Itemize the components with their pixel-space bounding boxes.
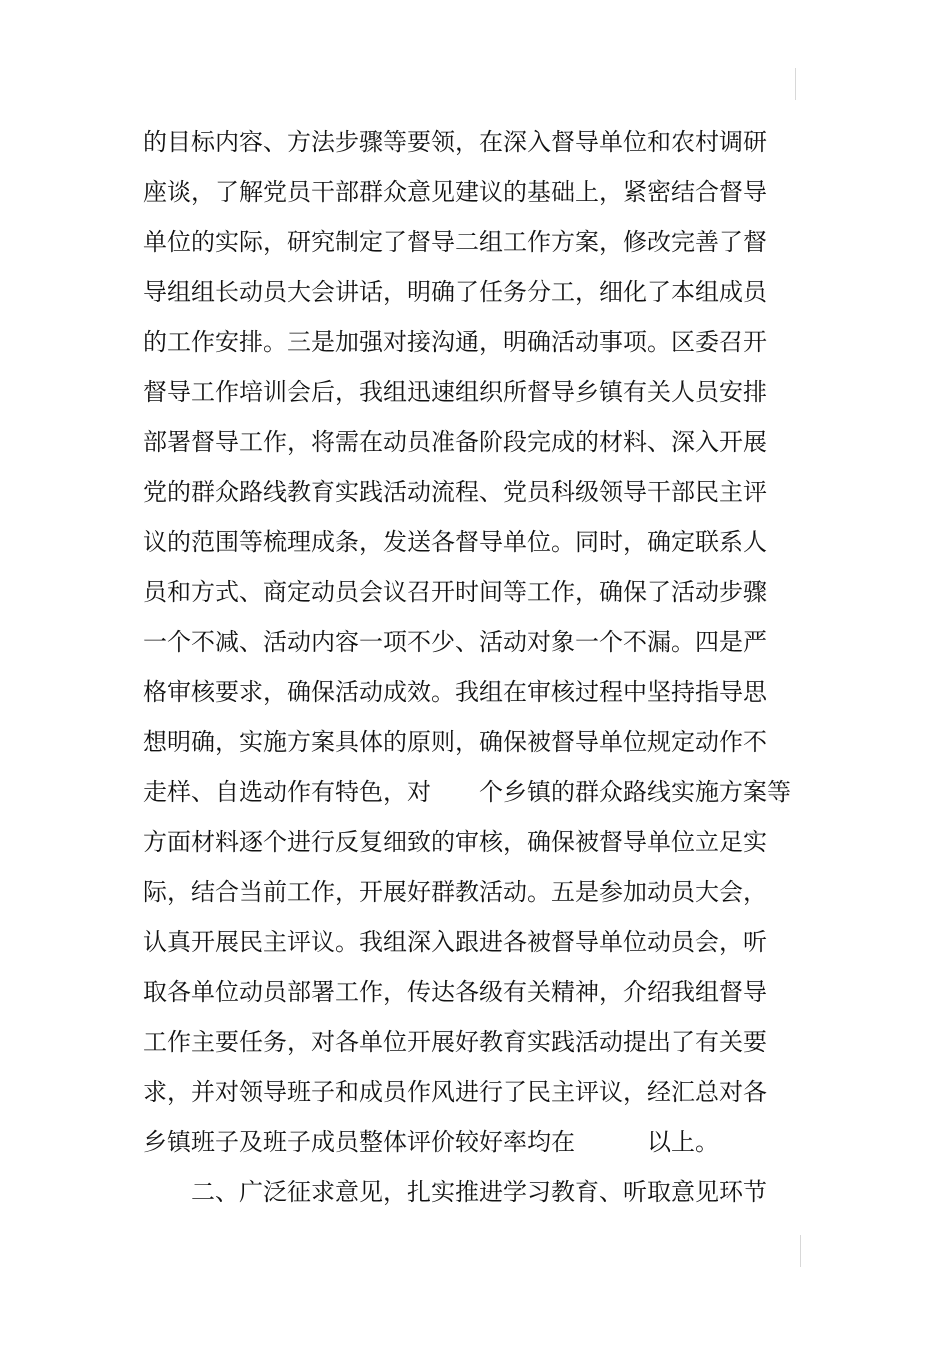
text-line: 部署督导工作，将需在动员准备阶段完成的材料、深入开展 (143, 428, 767, 456)
text-line: 单位的实际，研究制定了督导二组工作方案，修改完善了督 (143, 228, 767, 256)
text-line: 格审核要求，确保活动成效。我组在审核过程中坚持指导思 (143, 678, 767, 706)
text-line: 方面材料逐个进行反复细致的审核，确保被督导单位立足实 (143, 828, 767, 856)
text-line: 督导工作培训会后，我组迅速组织所督导乡镇有关人员安排 (143, 378, 767, 406)
text-line: 工作主要任务，对各单位开展好教育实践活动提出了有关要 (143, 1028, 767, 1056)
text-line: 想明确，实施方案具体的原则，确保被督导单位规定动作不 (143, 728, 767, 756)
text-line: 一个不减、活动内容一项不少、活动对象一个不漏。四是严 (143, 628, 767, 656)
text-line: 乡镇班子及班子成员整体评价较好率均在 以上。 (143, 1128, 719, 1156)
text-line: 的工作安排。三是加强对接沟通，明确活动事项。区委召开 (143, 328, 767, 356)
text-line: 取各单位动员部署工作，传达各级有关精神，介绍我组督导 (143, 978, 767, 1006)
text-line: 议的范围等梳理成条，发送各督导单位。同时，确定联系人 (143, 528, 767, 556)
text-line: 员和方式、商定动员会议召开时间等工作，确保了活动步骤 (143, 578, 767, 606)
text-line: 走样、自选动作有特色，对 个乡镇的群众路线实施方案等 (143, 778, 791, 806)
text-line: 座谈，了解党员干部群众意见建议的基础上，紧密结合督导 (143, 178, 767, 206)
text-line: 求，并对领导班子和成员作风进行了民主评议，经汇总对各 (143, 1078, 767, 1106)
text-line: 的目标内容、方法步骤等要领，在深入督导单位和农村调研 (143, 128, 767, 156)
text-line: 导组组长动员大会讲话，明确了任务分工，细化了本组成员 (143, 278, 767, 306)
text-line: 际，结合当前工作，开展好群教活动。五是参加动员大会， (143, 878, 767, 906)
page-edge-mark-bottom (800, 1235, 801, 1267)
section-heading: 二、广泛征求意见，扎实推进学习教育、听取意见环节 (143, 1178, 767, 1206)
text-line: 认真开展民主评议。我组深入跟进各被督导单位动员会，听 (143, 928, 767, 956)
text-line: 党的群众路线教育实践活动流程、党员科级领导干部民主评 (143, 478, 767, 506)
page-edge-mark-top (795, 68, 796, 100)
